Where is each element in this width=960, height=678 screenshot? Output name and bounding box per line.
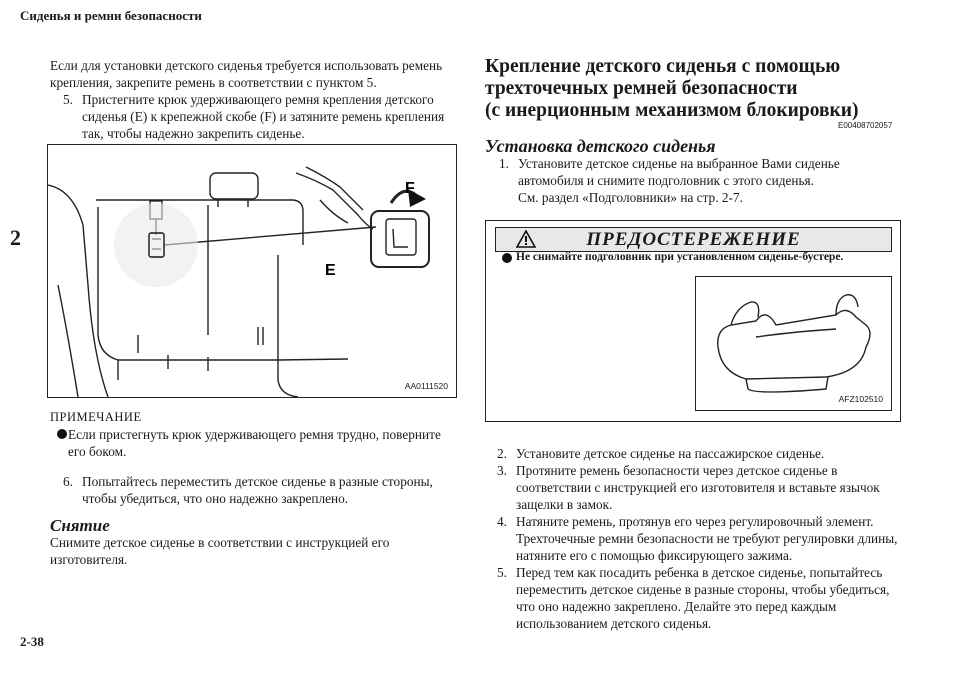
- bullet-icon: [57, 429, 67, 439]
- running-title: Сиденья и ремни безопасности: [20, 8, 202, 23]
- install-section: [485, 138, 905, 206]
- intro-paragraph: Если для установки детского сиденья требуется использовать ремень крепления, закрепите ремень в соответствии с пунктом 5.: [50, 58, 443, 90]
- note-text: Если пристегнуть крюк удерживающего ремня трудно, поверните его боком.: [68, 427, 441, 459]
- section-title: [485, 56, 915, 122]
- tether-anchor-illustration: [47, 144, 457, 398]
- note-item: [50, 426, 455, 460]
- install-heading: Установка детского сиденья: [485, 136, 716, 156]
- bullet-icon: [502, 253, 512, 263]
- removal-heading: Снятие: [50, 516, 110, 535]
- step-text: Установите детское сиденье на выбранное Вами сиденье автомобиля и снимите подголовник с этого сиденья.: [518, 156, 840, 188]
- figure-code: AA0111520: [404, 381, 448, 391]
- step-number: 6.: [63, 474, 73, 489]
- title-line: (с инерционным механизмом блокировки): [485, 100, 859, 121]
- step-3: [497, 462, 902, 513]
- warning-text: Не снимайте подголовник при установленном сиденье-бустере.: [516, 251, 844, 263]
- figure-code: AFZ102510: [838, 394, 883, 404]
- warning-box: [485, 220, 901, 422]
- booster-seat-illustration: [695, 276, 892, 411]
- step-number: 5.: [63, 92, 73, 107]
- step-6: [63, 473, 455, 507]
- step-1: [499, 155, 905, 206]
- step-number: 3.: [497, 463, 507, 478]
- label-f: F: [405, 180, 415, 197]
- warning-title: ПРЕДОСТЕРЕЖЕНИЕ: [586, 229, 801, 250]
- step-5-left: [63, 91, 455, 142]
- step-text: Установите детское сиденье на пассажирское сиденье.: [516, 446, 825, 461]
- left-column-lower: [50, 409, 455, 568]
- step-number: 1.: [499, 156, 509, 171]
- title-line: трехточечных ремней безопасности: [485, 78, 798, 99]
- step-text: Перед тем как посадить ребенка в детское сиденье, попытайтесь переместить детское сиденье в разные стороны, чтобы убедиться, что оно надежно закреплено. Делайте это перед каждым использованием детского сиденья.: [516, 565, 890, 631]
- note-title: ПРИМЕЧАНИЕ: [50, 410, 142, 424]
- step-2: [497, 445, 902, 462]
- warning-header: [495, 227, 892, 252]
- step-text: Пристегните крюк удерживающего ремня крепления детского сиденья (E) к крепежной скобе (F) и затяните ремень крепления так, чтобы надежно закрепить сиденье.: [82, 92, 445, 141]
- step-number: 5.: [497, 565, 507, 580]
- seat-back-drawing: [48, 145, 456, 397]
- warning-item: [498, 251, 843, 263]
- step-number: 4.: [497, 514, 507, 529]
- page-number: 2-38: [20, 634, 44, 649]
- chapter-number: 2: [10, 225, 21, 250]
- step-reference: См. раздел «Подголовники» на стр. 2-7.: [518, 190, 743, 205]
- booster-seat-drawing: [696, 277, 891, 410]
- removal-text: Снимите детское сиденье в соответствии с инструкцией его изготовителя.: [50, 535, 390, 567]
- step-4: [497, 513, 902, 564]
- document-code: E00408702057: [838, 121, 893, 130]
- install-steps: [497, 445, 902, 632]
- left-column-intro: [50, 57, 455, 142]
- step-text: Протяните ремень безопасности через детское сиденье в соответствии с инструкцией его изготовителя и вставьте язычок защелки в замок.: [516, 463, 880, 512]
- step-number: 2.: [497, 446, 507, 461]
- label-e: E: [325, 262, 336, 279]
- step-5-right: [497, 564, 902, 632]
- step-text: Попытайтесь переместить детское сиденье в разные стороны, чтобы убедиться, что оно надежно закреплено.: [82, 474, 433, 506]
- step-text: Натяните ремень, протянув его через регулировочный элемент. Трехточечные ремни безопасности не требуют регулировки длины, натяните его с помощью фиксирующего зажима.: [516, 514, 898, 563]
- title-line: Крепление детского сиденья с помощью: [485, 56, 841, 77]
